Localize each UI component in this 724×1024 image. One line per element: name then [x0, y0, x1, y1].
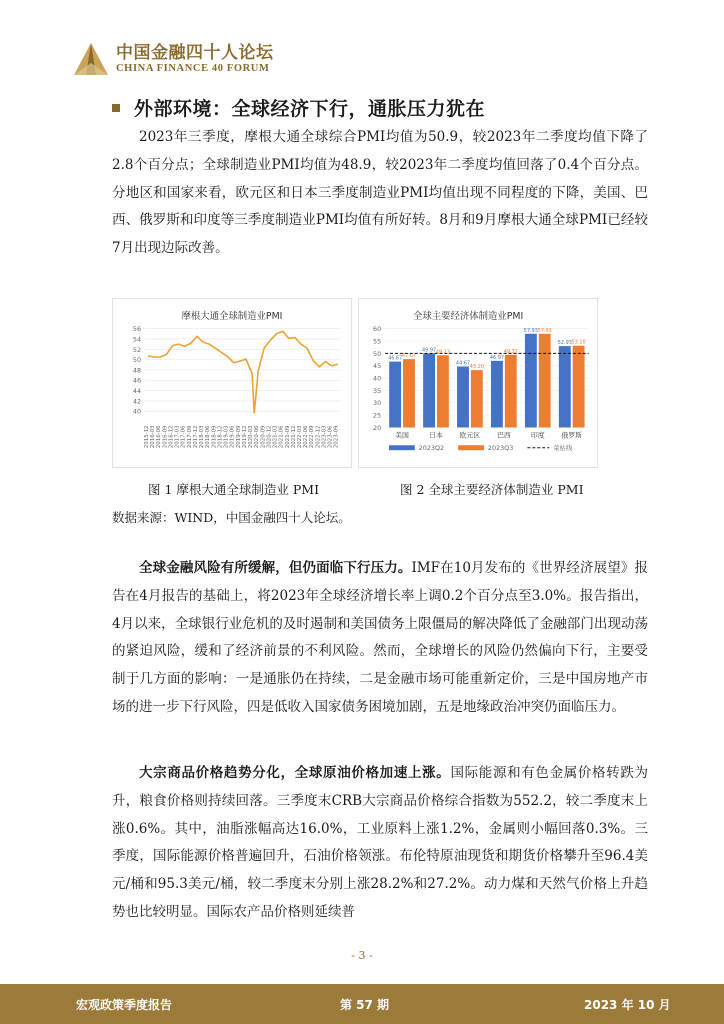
bar-chart-y-tick: 50 — [372, 349, 382, 358]
line-chart-x-tick: 2017-03 — [174, 425, 181, 449]
line-chart-x-tick: 2021-09 — [284, 425, 291, 449]
bar-chart-bar — [389, 362, 401, 428]
bar-chart-y-tick: 30 — [372, 399, 382, 408]
bar-chart-bar — [471, 370, 483, 427]
bar-chart-legend-swatch-q3 — [458, 445, 484, 450]
bar-chart-bar — [403, 359, 415, 427]
line-chart-y-tick: 42 — [132, 397, 142, 406]
line-chart-x-tick: 2023-06 — [327, 425, 334, 449]
bar-chart-y-tick: 45 — [372, 362, 382, 371]
forum-name-cn: 中国金融四十人论坛 — [116, 43, 274, 63]
header-logo — [70, 34, 274, 84]
bar-chart-category-label: 日本 — [429, 431, 443, 440]
line-chart-x-tick: 2023-03 — [321, 425, 328, 449]
bar-chart-bar — [539, 334, 551, 428]
bar-chart-category-label: 巴西 — [496, 431, 511, 440]
bar-chart-data-label: 49.37 — [503, 348, 518, 355]
paragraph-lead-commodities: 大宗商品价格趋势分化，全球原油价格加速上涨。 — [139, 765, 451, 781]
bar-chart-data-label: 44.67 — [455, 360, 471, 367]
line-chart-x-tick: 2016-09 — [162, 425, 169, 449]
paragraph-body-financial-risk: IMF在10月发布的《世界经济展望》报告在4月报告的基础上，将2023年全球经济增长率上调0.2个百分点至3.0%。报告指出，4月以来，全球银行业危机的及时遏制和美国债务上限僵局的解决降低了金融部门出现动荡的紧迫风险，缓和了经济前景的不利风险。然而，全球增长的风险仍然偏向下行，主要受制于几方面的影响：一是通胀仍在持续，二是金融市场可能重新定价，三是中国房地产市场的进一步下行风险，四是低收入国家债务困境加剧，五是地缘政治冲突仍面临压力。 — [112, 560, 649, 715]
bar-chart-bar — [525, 334, 537, 428]
line-chart-x-tick: 2019-03 — [223, 425, 230, 449]
bar-chart-y-tick: 55 — [372, 337, 382, 346]
line-chart-x-tick: 2020-12 — [266, 425, 273, 449]
paragraph-pmi-summary: 2023年三季度，摩根大通全球综合PMI均值为50.9，较2023年二季度均值下降了2.8个百分点；全球制造业PMI均值为48.9，较2023年二季度均值回落了0.4个百分点。分地区和国家来看，欧元区和日本三季度制造业PMI均值出现不同程度的下降，美国、巴西、俄罗斯和印度等三季度制造业PMI均值有所好转。8月和9月摩根大通全球PMI已经较7月出现边际改善。 — [112, 129, 648, 257]
line-chart-y-tick: 40 — [132, 407, 142, 416]
bar-chart-y-tick: 40 — [372, 374, 382, 383]
line-chart-y-tick: 46 — [132, 376, 142, 385]
bar-chart-legend-swatch-q2 — [389, 445, 415, 450]
line-chart-x-tick: 2016-06 — [156, 425, 163, 449]
bar-chart-category-label: 俄罗斯 — [561, 431, 583, 440]
data-source-note: 数据来源：WIND，中国金融四十人论坛。 — [112, 510, 351, 525]
line-chart-x-tick: 2016-12 — [168, 425, 175, 449]
chart-jpm-global-pmi — [112, 298, 352, 468]
line-chart-x-tick: 2020-03 — [248, 425, 255, 449]
chart-major-economies-pmi — [358, 298, 598, 468]
line-chart-x-tick: 2019-09 — [235, 425, 242, 449]
bar-chart-bar — [559, 346, 571, 427]
bar-chart-bar — [505, 355, 517, 428]
bar-chart-data-label: 47.67 — [401, 353, 417, 360]
bar-chart-data-label: 46.97 — [489, 354, 505, 361]
line-chart-x-tick: 2017-12 — [192, 425, 199, 449]
line-chart-y-tick: 56 — [132, 325, 142, 334]
footer-issue: 第 57 期 — [340, 998, 390, 1012]
line-chart-x-tick: 2023-09 — [333, 425, 340, 449]
bar-chart-bar — [457, 367, 469, 428]
bar-chart-data-label: 52.93 — [557, 340, 572, 347]
section-heading — [112, 94, 485, 121]
line-chart-x-tick: 2022-12 — [315, 425, 322, 449]
line-chart-y-tick: 52 — [132, 345, 142, 354]
bar-chart-legend-q2: 2023Q2 — [418, 444, 445, 453]
bar-chart-y-tick: 25 — [372, 411, 382, 420]
bar-chart-legend-ref: 荣枯线 — [553, 444, 573, 453]
line-chart-x-tick: 2017-06 — [180, 425, 187, 449]
bar-chart-y-tick: 20 — [372, 423, 382, 432]
line-chart-x-tick: 2019-12 — [241, 425, 248, 449]
bar-chart-bar — [437, 355, 449, 427]
line-chart-x-tick: 2018-06 — [205, 425, 212, 449]
line-chart-x-tick: 2021-03 — [272, 425, 279, 449]
bar-chart-y-tick: 60 — [372, 325, 382, 334]
line-chart-title: 摩根大通全球制造业PMI — [181, 310, 283, 322]
bar-chart-bar — [423, 353, 435, 427]
line-chart-x-tick: 2020-06 — [254, 425, 261, 449]
line-chart-x-tick: 2016-03 — [150, 425, 157, 449]
bar-chart-legend-q3: 2023Q3 — [487, 444, 514, 453]
figure-1-caption: 图 1 摩根大通全球制造业 PMI — [148, 482, 320, 497]
section-title: 外部环境：全球经济下行，通胀压力犹在 — [134, 98, 486, 120]
footer-bar — [0, 984, 724, 1024]
figure-2-caption: 图 2 全球主要经济体制造业 PMI — [400, 482, 584, 497]
bar-chart-category-label: 印度 — [530, 431, 545, 440]
line-chart-x-tick: 2022-03 — [297, 425, 304, 449]
paragraph-lead-financial-risk: 全球金融风险有所缓解，但仍面临下行压力。 — [139, 560, 412, 576]
bar-chart-title: 全球主要经济体制造业PMI — [412, 310, 524, 322]
footer-date: 2023 年 10 月 — [584, 998, 671, 1012]
bar-chart-bar — [491, 361, 503, 428]
bar-chart-data-label: 49.23 — [435, 349, 450, 356]
line-chart-y-tick: 48 — [132, 366, 142, 375]
bar-chart-data-label: 57.93 — [523, 327, 538, 334]
footer-report-name: 宏观政策季度报告 — [76, 998, 173, 1012]
bar-chart-category-label: 欧元区 — [459, 431, 481, 440]
line-chart-x-tick: 2020-09 — [260, 425, 267, 449]
bar-chart-data-label: 46.67 — [388, 355, 403, 362]
bar-chart-data-label: 49.97 — [422, 347, 437, 354]
line-chart-x-tick: 2017-09 — [186, 425, 193, 449]
forum-name-en: CHINA FINANCE 40 FORUM — [116, 63, 270, 74]
line-chart-x-tick: 2019-06 — [229, 425, 236, 449]
bar-chart-category-label: 美国 — [395, 431, 409, 440]
line-chart-x-tick: 2022-06 — [303, 425, 310, 449]
bar-chart-y-tick: 35 — [372, 386, 382, 395]
bar-chart-data-label: 57.93 — [537, 327, 552, 334]
line-chart-x-tick: 2018-03 — [199, 425, 206, 449]
bar-chart-data-label: 43.20 — [469, 364, 484, 371]
page-number: - 3 - — [351, 949, 373, 962]
line-chart-x-tick: 2022-09 — [309, 425, 316, 449]
bar-chart-svg — [359, 299, 597, 467]
line-chart-y-tick: 54 — [132, 335, 142, 344]
line-chart-x-tick: 2015-12 — [144, 425, 150, 449]
line-chart-svg — [113, 299, 351, 467]
line-chart-x-tick: 2021-12 — [290, 425, 297, 449]
line-chart-x-tick: 2021-06 — [278, 425, 285, 449]
bar-chart-data-label: 53.10 — [571, 339, 586, 346]
bar-chart-bar — [573, 346, 585, 428]
line-chart-x-tick: 2018-12 — [217, 425, 224, 449]
forum-logo-icon — [70, 39, 112, 79]
paragraph-financial-risk — [112, 555, 648, 722]
line-chart-y-tick: 50 — [132, 356, 142, 365]
line-chart-x-tick: 2018-09 — [211, 425, 218, 449]
paragraph-commodities — [112, 760, 648, 927]
square-bullet-icon — [112, 104, 120, 112]
line-chart-y-tick: 44 — [132, 387, 142, 396]
paragraph-body-commodities: 国际能源和有色金属价格转跌为升，粮食价格则持续回落。三季度末CRB大宗商品价格综合指数为552.2，较二季度末上涨0.6%。其中，油脂涨幅高达16.0%，工业原料上涨1.2%，金属则小幅回落0.3%。三季度，国际能源价格普遍回升，石油价格领涨。布伦特原油现货和期货价格攀升至96.4美元/桶和95.3美元/桶，较二季度末分别上涨28.2%和27.2%。动力煤和天然气价格上升趋势也比较明显。国际农产品价格则延续普 — [112, 765, 649, 920]
